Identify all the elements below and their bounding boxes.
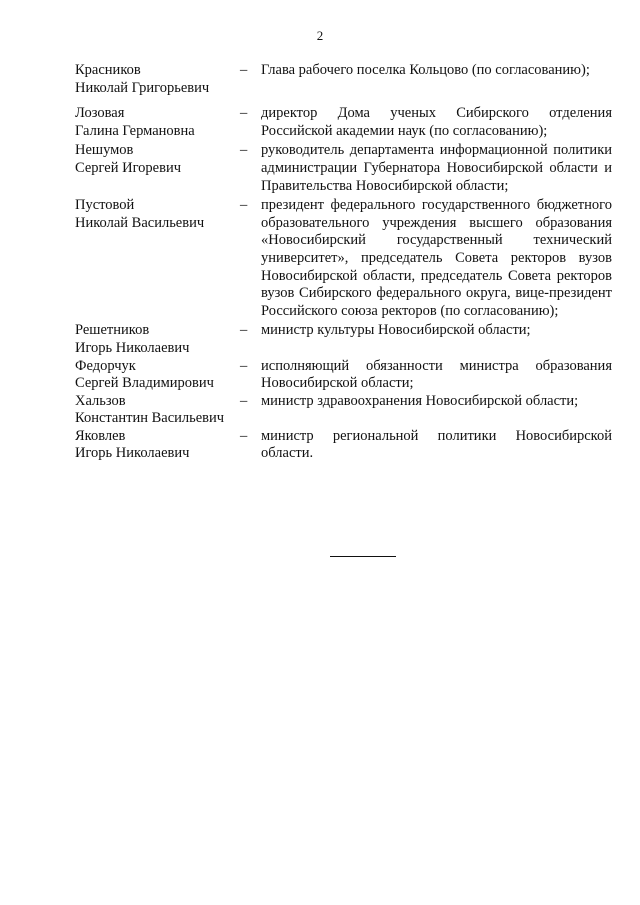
- member-name: [75, 197, 240, 232]
- member-row: [75, 197, 612, 320]
- member-role: исполняющий обязанности министра образования Новосибирской области;: [261, 357, 612, 392]
- member-surname: Пустовой: [75, 197, 135, 214]
- member-row: [75, 393, 612, 428]
- member-role: директор Дома ученых Сибирского отделения Российской академии наук (по согласованию);: [261, 105, 612, 139]
- member-dash: –: [240, 392, 248, 409]
- member-dash: –: [240, 357, 248, 374]
- member-dash: –: [240, 322, 248, 339]
- member-given-names: Игорь Николаевич: [75, 445, 190, 462]
- member-dash: –: [240, 62, 248, 78]
- member-row: [75, 62, 612, 97]
- member-name: [75, 142, 240, 177]
- member-given-names: Николай Васильевич: [75, 214, 205, 231]
- member-surname: Хальзов: [75, 392, 126, 409]
- member-role: Глава рабочего поселка Кольцово (по согласованию);: [261, 62, 590, 78]
- member-surname: Федорчук: [75, 357, 136, 374]
- member-name: [75, 428, 240, 463]
- member-name: [75, 62, 240, 97]
- member-surname: Нешумов: [75, 142, 134, 159]
- member-role: министр культуры Новосибирской области;: [261, 322, 531, 339]
- member-row: [75, 142, 612, 195]
- member-name: [75, 105, 240, 140]
- member-row: [75, 428, 612, 463]
- member-name: [75, 322, 240, 357]
- member-role: президент федерального государственного бюджетного образовательного учреждения высшего образования «Новосибирский государственный технический университет», председатель Совета ректоров вузов Новосибирской области, председатель Совета ректоров вузов Сибирского федерального округа, вице-президент Российского союза ректоров (по согласованию);: [261, 197, 612, 319]
- member-dash: –: [240, 427, 248, 444]
- member-surname: Решетников: [75, 322, 150, 339]
- commission-members-list: [75, 62, 612, 463]
- member-surname: Красников: [75, 62, 141, 78]
- page-number: 2: [316, 28, 324, 43]
- member-row: [75, 358, 612, 393]
- member-name: [75, 358, 240, 393]
- member-dash: –: [240, 105, 248, 122]
- member-given-names: Сергей Игоревич: [75, 159, 182, 176]
- member-given-names: Николай Григорьевич: [75, 79, 210, 96]
- member-role: министр здравоохранения Новосибирской области;: [261, 392, 579, 409]
- member-dash: –: [240, 197, 248, 214]
- member-role: руководитель департамента информационной политики администрации Губернатора Новосибирской области и Правительства Новосибирской области;: [261, 142, 612, 194]
- member-row: [75, 322, 612, 357]
- member-role: министр региональной политики Новосибирской области.: [261, 427, 612, 462]
- member-surname: Лозовая: [75, 105, 125, 122]
- end-of-document-rule: [330, 556, 396, 557]
- member-row: [75, 105, 612, 140]
- member-given-names: Игорь Николаевич: [75, 339, 190, 356]
- member-given-names: Константин Васильевич: [75, 410, 225, 427]
- member-surname: Яковлев: [75, 427, 126, 444]
- member-given-names: Сергей Владимирович: [75, 375, 214, 392]
- member-name: [75, 393, 240, 428]
- member-dash: –: [240, 142, 248, 159]
- member-given-names: Галина Германовна: [75, 122, 195, 139]
